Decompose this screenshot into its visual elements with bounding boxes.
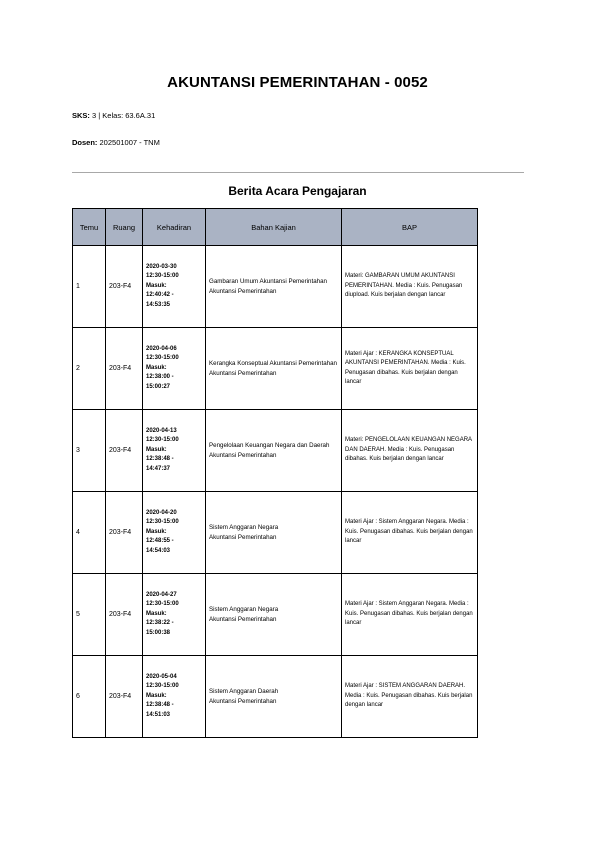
bahan-kajian-course: Akuntansi Pemerintahan (209, 287, 277, 295)
cell-ruang: 203-F4 (106, 246, 143, 328)
divider (72, 172, 524, 173)
cell-temu: 4 (73, 492, 106, 574)
cell-bahan-kajian (206, 410, 342, 492)
kehadiran-keluar: 14:47:37 (146, 465, 171, 472)
cell-bap: Materi Ajar : Sistem Anggaran Negara. Media : Kuis. Penugasan dibahas. Kuis berjalan dengan lancar (342, 574, 478, 656)
cell-kehadiran (143, 246, 206, 328)
kehadiran-date: 2020-04-06 (146, 345, 177, 352)
sks-line (72, 111, 155, 120)
cell-ruang: 203-F4 (106, 574, 143, 656)
cell-kehadiran (143, 574, 206, 656)
kehadiran-keluar: 15:00:38 (146, 629, 171, 636)
cell-bahan-kajian (206, 246, 342, 328)
cell-kehadiran (143, 492, 206, 574)
section-title: Berita Acara Pengajaran (228, 184, 367, 198)
col-header-bap: BAP (342, 209, 478, 246)
kehadiran-time: 12:30-15:00 (146, 519, 179, 526)
kehadiran-masuk: 12:38:00 - (146, 374, 174, 381)
cell-temu: 5 (73, 574, 106, 656)
kehadiran-time: 12:30-15:00 (146, 437, 179, 444)
kehadiran-date: 2020-04-27 (146, 591, 177, 598)
cell-bap: Materi Ajar : KERANGKA KONSEPTUAL AKUNTANSI PEMERINTAHAN. Media : Kuis. Penugasan dibahas. Kuis berjalan dengan lancar (342, 328, 478, 410)
dosen-line (72, 138, 160, 147)
kehadiran-masuk-label: Masuk: (146, 364, 167, 371)
kehadiran-keluar: 14:53:35 (146, 301, 171, 308)
bahan-kajian-topic: Gambaran Umum Akuntansi Pemerintahan (209, 278, 327, 285)
bahan-kajian-topic: Pengelolaan Keuangan Negara dan Daerah (209, 442, 330, 449)
col-header-kehadiran: Kehadiran (143, 209, 206, 246)
kehadiran-masuk: 12:38:48 - (146, 702, 174, 709)
kehadiran-date: 2020-04-20 (146, 509, 177, 516)
kehadiran-masuk: 12:38:48 - (146, 456, 174, 463)
table-row (73, 246, 478, 328)
bahan-kajian-course: Akuntansi Pemerintahan (209, 615, 277, 623)
table-row (73, 328, 478, 410)
kehadiran-time: 12:30-15:00 (146, 683, 179, 690)
dosen-label: Dosen: (72, 138, 98, 147)
page-title: AKUNTANSI PEMERINTAHAN - 0052 (167, 74, 428, 91)
kehadiran-keluar: 14:51:03 (146, 711, 171, 718)
kehadiran-masuk: 12:40:42 - (146, 292, 174, 299)
bahan-kajian-topic: Sistem Anggaran Daerah (209, 688, 279, 695)
kehadiran-masuk-label: Masuk: (146, 446, 167, 453)
cell-temu: 2 (73, 328, 106, 410)
bahan-kajian-course: Akuntansi Pemerintahan (209, 451, 277, 459)
cell-bahan-kajian (206, 656, 342, 738)
kehadiran-time: 12:30-15:00 (146, 601, 179, 608)
bap-table (72, 208, 478, 738)
kehadiran-masuk: 12:38:22 - (146, 620, 174, 627)
dosen-value: 202501007 - TNM (99, 138, 160, 147)
cell-bap: Materi: PENGELOLAAN KEUANGAN NEGARA DAN DAERAH. Media : Kuis. Penugasan dibahas. Kuis berjalan dengan lancar (342, 410, 478, 492)
cell-ruang: 203-F4 (106, 410, 143, 492)
kehadiran-date: 2020-04-13 (146, 427, 177, 434)
cell-ruang: 203-F4 (106, 492, 143, 574)
cell-bap: Materi: GAMBARAN UMUM AKUNTANSI PEMERINTAHAN. Media : Kuis. Penugasan diupload. Kuis berjalan dengan lancar (342, 246, 478, 328)
cell-bap: Materi Ajar : SISTEM ANGGARAN DAERAH. Media : Kuis. Penugasan dibahas. Kuis berjalan dengan lancar (342, 656, 478, 738)
kehadiran-keluar: 15:00:27 (146, 383, 171, 390)
kehadiran-masuk-label: Masuk: (146, 610, 167, 617)
col-header-bahan-kajian: Bahan Kajian (206, 209, 342, 246)
cell-bahan-kajian (206, 574, 342, 656)
cell-bap: Materi Ajar : Sistem Anggaran Negara. Media : Kuis. Penugasan dibahas. Kuis berjalan dengan lancar (342, 492, 478, 574)
kehadiran-date: 2020-03-30 (146, 263, 177, 270)
table-row (73, 410, 478, 492)
kehadiran-keluar: 14:54:03 (146, 547, 171, 554)
cell-bahan-kajian (206, 492, 342, 574)
kehadiran-time: 12:30-15:00 (146, 273, 179, 280)
cell-temu: 3 (73, 410, 106, 492)
bahan-kajian-course: Akuntansi Pemerintahan (209, 369, 277, 377)
cell-temu: 1 (73, 246, 106, 328)
kehadiran-masuk: 12:48:55 - (146, 538, 174, 545)
sks-value: 3 | Kelas: 63.6A.31 (92, 111, 156, 120)
kehadiran-masuk-label: Masuk: (146, 528, 167, 535)
kehadiran-masuk-label: Masuk: (146, 282, 167, 289)
col-header-ruang: Ruang (106, 209, 143, 246)
bahan-kajian-topic: Sistem Anggaran Negara (209, 524, 279, 531)
table-header-row (73, 209, 478, 246)
bahan-kajian-course: Akuntansi Pemerintahan (209, 533, 277, 541)
kehadiran-time: 12:30-15:00 (146, 355, 179, 362)
cell-ruang: 203-F4 (106, 656, 143, 738)
bahan-kajian-course: Akuntansi Pemerintahan (209, 697, 277, 705)
table-row (73, 492, 478, 574)
cell-kehadiran (143, 656, 206, 738)
cell-kehadiran (143, 328, 206, 410)
kehadiran-masuk-label: Masuk: (146, 692, 167, 699)
kehadiran-date: 2020-05-04 (146, 673, 177, 680)
cell-kehadiran (143, 410, 206, 492)
bahan-kajian-topic: Kerangka Konseptual Akuntansi Pemerintahan (209, 360, 337, 367)
bahan-kajian-topic: Sistem Anggaran Negara (209, 606, 279, 613)
cell-ruang: 203-F4 (106, 328, 143, 410)
sks-label: SKS: (72, 111, 90, 120)
cell-bahan-kajian (206, 328, 342, 410)
table-row (73, 574, 478, 656)
cell-temu: 6 (73, 656, 106, 738)
col-header-temu: Temu (73, 209, 106, 246)
table-row (73, 656, 478, 738)
